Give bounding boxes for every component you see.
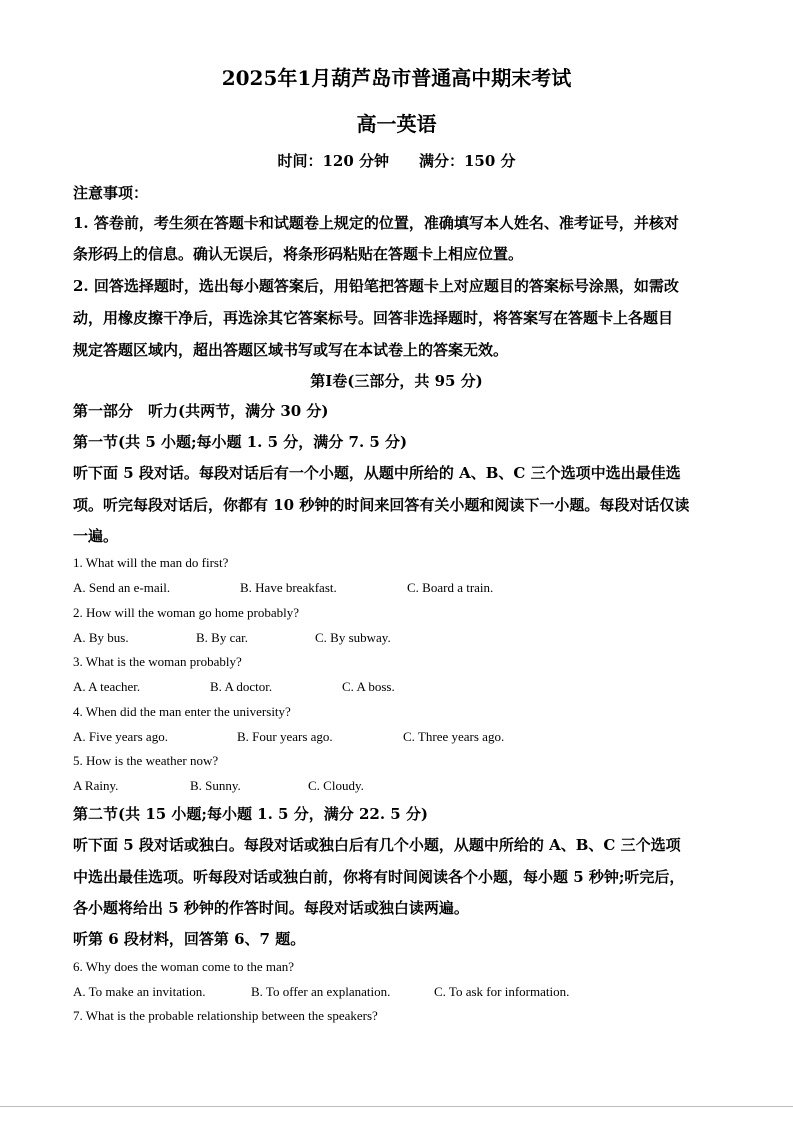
exam-title: 2025年1月葫芦岛市普通高中期末考试	[221, 66, 572, 90]
option-b: B. Sunny.	[190, 778, 241, 793]
section2-title: 第二节(共 15 小题;每小题 1. 5 分，满分 22. 5 分)	[73, 805, 429, 823]
question-5: 5. How is the weather now?	[73, 753, 219, 768]
option-b: B. Four years ago.	[237, 729, 333, 744]
question-4: 4. When did the man enter the university?	[73, 704, 291, 719]
option-b: B. By car.	[196, 630, 248, 645]
part1-title: 第一部分 听力(共两节，满分 30 分)	[73, 402, 329, 420]
section1-instruction: 项。听完每段对话后，你都有 10 秒钟的时间来回答有关小题和阅读下一小题。每段对话仅读	[73, 496, 690, 514]
option-c: C. A boss.	[342, 679, 395, 694]
time-score: 时间：120 分钟 满分：150 分	[277, 152, 516, 170]
option-a: A. A teacher.	[73, 679, 141, 694]
section1-title: 第一节(共 5 小题;每小题 1. 5 分，满分 7. 5 分)	[73, 433, 408, 451]
option-a: A. Send an e-mail.	[73, 580, 171, 595]
material-heading: 听第 6 段材料，回答第 6、7 题。	[73, 930, 306, 948]
option-c: C. Cloudy.	[308, 778, 364, 793]
question-1: 1. What will the man do first?	[73, 555, 229, 570]
question-7: 7. What is the probable relationship between the speakers?	[73, 1008, 378, 1023]
option-b: B. A doctor.	[210, 679, 273, 694]
option-a: A. To make an invitation.	[73, 984, 206, 999]
notice-line: 动，用橡皮擦干净后，再选涂其它答案标号。回答非选择题时，将答案写在答题卡上各题目	[73, 309, 674, 327]
option-a: A. By bus.	[73, 630, 129, 645]
option-b: B. To offer an explanation.	[251, 984, 391, 999]
notice-line: 条形码上的信息。确认无误后，将条形码粘贴在答题卡上相应位置。	[73, 245, 524, 263]
option-c: C. To ask for information.	[434, 984, 570, 999]
option-c: C. By subway.	[315, 630, 391, 645]
option-c: C. Board a train.	[407, 580, 494, 595]
section2-instruction: 中选出最佳选项。听每段对话或独白前，你将有时间阅读各个小题，每小题 5 秒钟;听完后，	[73, 868, 685, 886]
option-a: A Rainy.	[73, 778, 119, 793]
question-2: 2. How will the woman go home probably?	[73, 605, 300, 620]
notice-line: 规定答题区域内，超出答题区域书写或写在本试卷上的答案无效。	[73, 341, 509, 359]
page-bottom-divider	[0, 1106, 793, 1107]
question-3: 3. What is the woman probably?	[73, 654, 242, 669]
notice-line: 1. 答卷前，考生须在答题卡和试题卷上规定的位置，准确填写本人姓名、准考证号，并核对	[73, 214, 679, 232]
notice-heading: 注意事项：	[73, 184, 149, 202]
notice-line: 2. 回答选择题时，选出每小题答案后，用铅笔把答题卡上对应题目的答案标号涂黑，如需改	[73, 277, 679, 295]
option-a: A. Five years ago.	[73, 729, 168, 744]
subject-title: 高一英语	[356, 112, 437, 136]
section1-instruction: 听下面 5 段对话。每段对话后有一个小题，从题中所给的 A、B、C 三个选项中选出最佳选	[73, 464, 681, 482]
volume-title: 第Ⅰ卷(三部分，共 95 分)	[310, 372, 483, 390]
section1-instruction: 一遍。	[73, 527, 119, 545]
section2-instruction: 听下面 5 段对话或独白。每段对话或独白后有几个小题，从题中所给的 A、B、C 三个选项	[73, 836, 681, 854]
question-6: 6. Why does the woman come to the man?	[73, 959, 295, 974]
option-c: C. Three years ago.	[403, 729, 505, 744]
option-b: B. Have breakfast.	[240, 580, 337, 595]
section2-instruction: 各小题将给出 5 秒钟的作答时间。每段对话或独白读两遍。	[73, 899, 469, 917]
